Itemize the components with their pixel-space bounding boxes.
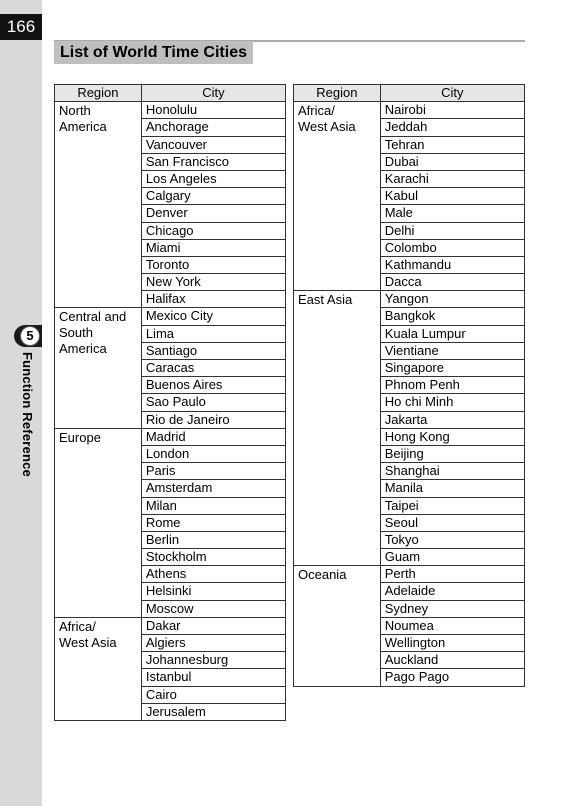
city-cell: Denver [141,205,285,222]
city-cell: Wellington [380,635,524,652]
page-title: List of World Time Cities [54,41,253,64]
city-cell: Jakarta [380,411,524,428]
city-cell: Dacca [380,274,524,291]
city-cell: Paris [141,463,285,480]
chapter-label: Function Reference [20,352,35,477]
region-cell [294,566,381,686]
city-cell: Sao Paulo [141,394,285,411]
city-cell: Kabul [380,188,524,205]
city-cell: Male [380,205,524,222]
city-cell: Karachi [380,170,524,187]
city-cell: Adelaide [380,583,524,600]
city-header: City [141,85,285,102]
region-label: America [59,341,107,357]
city-cell: Cairo [141,686,285,703]
city-cell: Guam [380,549,524,566]
region-cell [55,617,142,720]
table-row [55,428,286,445]
table-row [294,102,525,119]
city-cell: Vancouver [141,136,285,153]
region-label: Oceania [298,567,347,583]
city-cell: Kathmandu [380,256,524,273]
city-cell: Pago Pago [380,669,524,686]
city-cell: Santiago [141,342,285,359]
city-cell: Jeddah [380,119,524,136]
region-label: Central and [59,309,127,325]
city-cell: Noumea [380,617,524,634]
city-cell: Buenos Aires [141,377,285,394]
city-cell: Miami [141,239,285,256]
table-header-row [55,85,286,102]
region-header: Region [55,85,142,102]
city-cell: Helsinki [141,583,285,600]
table-row [294,291,525,308]
city-cell: Calgary [141,188,285,205]
city-cell: Toronto [141,256,285,273]
region-cell [55,102,142,308]
region-header: Region [294,85,381,102]
city-cell: Perth [380,566,524,583]
city-cell: Johannesburg [141,652,285,669]
region-label: East Asia [298,292,353,308]
region-cell [294,102,381,291]
city-cell: Algiers [141,635,285,652]
region-label: West Asia [298,119,356,135]
city-cell: Phnom Penh [380,377,524,394]
city-cell: Vientiane [380,342,524,359]
city-cell: Auckland [380,652,524,669]
city-cell: San Francisco [141,153,285,170]
region-label: West Asia [59,634,117,650]
city-cell: Delhi [380,222,524,239]
city-cell: Istanbul [141,669,285,686]
city-cell: New York [141,274,285,291]
page-number: 166 [0,14,42,40]
city-cell: Halifax [141,291,285,308]
city-cell: Nairobi [380,102,524,119]
city-cell: Athens [141,566,285,583]
city-cell: Moscow [141,600,285,617]
city-cell: Ho chi Minh [380,394,524,411]
city-cell: Colombo [380,239,524,256]
city-cell: Dubai [380,153,524,170]
city-cell: Caracas [141,360,285,377]
city-cell: Taipei [380,497,524,514]
region-cell [294,291,381,566]
city-cell: Beijing [380,445,524,462]
table-row [55,617,286,634]
city-cell: Anchorage [141,119,285,136]
table-header-row [294,85,525,102]
city-cell: Madrid [141,428,285,445]
city-cell: London [141,445,285,462]
city-header: City [380,85,524,102]
city-cell: Yangon [380,291,524,308]
city-cell: Tehran [380,136,524,153]
region-cell [55,428,142,617]
chapter-sidebar [0,0,42,806]
city-cell: Lima [141,325,285,342]
city-cell: Stockholm [141,549,285,566]
region-label: South [59,325,93,341]
chapter-number: 5 [20,326,40,346]
city-cell: Singapore [380,360,524,377]
city-cell: Sydney [380,600,524,617]
region-label: Africa/ [59,618,96,634]
city-cell: Manila [380,480,524,497]
city-cell: Shanghai [380,463,524,480]
city-cell: Berlin [141,531,285,548]
table-row [55,102,286,119]
table-row [294,566,525,583]
city-cell: Rome [141,514,285,531]
city-cell: Bangkok [380,308,524,325]
city-cell: Jerusalem [141,703,285,720]
city-cell: Los Angeles [141,170,285,187]
city-cell: Hong Kong [380,428,524,445]
city-cell: Seoul [380,514,524,531]
city-cell: Milan [141,497,285,514]
city-cell: Rio de Janeiro [141,411,285,428]
region-label: Europe [59,429,101,445]
city-cell: Chicago [141,222,285,239]
region-label: America [59,119,107,135]
city-cell: Kuala Lumpur [380,325,524,342]
region-cell [55,308,142,428]
city-cell: Dakar [141,617,285,634]
city-cell: Tokyo [380,531,524,548]
world-cities-table-left [54,84,286,721]
city-cell: Amsterdam [141,480,285,497]
city-cell: Mexico City [141,308,285,325]
table-row [55,308,286,325]
world-cities-table-right [293,84,525,687]
city-cell: Honolulu [141,102,285,119]
region-label: North [59,103,91,119]
region-label: Africa/ [298,103,335,119]
